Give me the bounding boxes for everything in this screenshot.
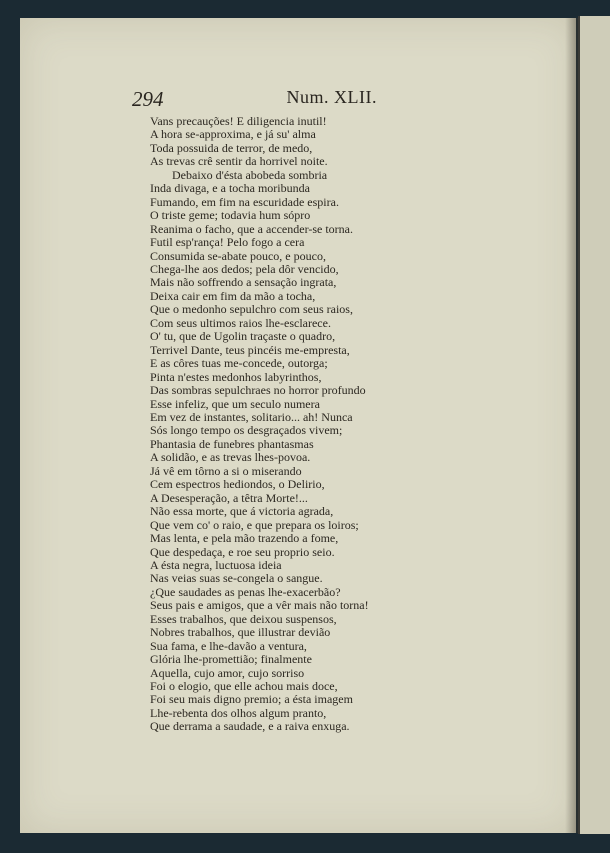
poem-line: Phantasia de funebres phantasmas — [150, 436, 314, 451]
poem-line: Consumida se-abate pouco, e pouco, — [150, 248, 326, 263]
poem-line: Sós longo tempo os desgraçados vivem; — [150, 423, 343, 438]
poem-line: Reanima o facho, que a accender-se torna. — [150, 221, 353, 236]
poem-line: Debaixo d'ésta abobeda sombria — [172, 167, 328, 182]
poem-line: Chega-lhe aos dedos; pela dôr vencido, — [150, 261, 339, 276]
poem-line: Inda divaga, e a tocha moribunda — [150, 181, 310, 196]
poem-line: Toda possuida de terror, de medo, — [150, 140, 313, 155]
poem-line: Já vê em tôrno a si o miserando — [150, 463, 302, 478]
poem-line: Sua fama, e lhe-davão a ventura, — [150, 638, 307, 653]
poem-line: Glória lhe-promettião; finalmente — [150, 652, 312, 667]
poem-line: ¿Que saudades as penas lhe-exacerbão? — [150, 584, 341, 599]
poem-line: Não essa morte, que á victoria agrada, — [150, 504, 334, 519]
binding-shadow — [565, 18, 578, 833]
poem-line: Das sombras sepulchraes no horror profundo — [150, 383, 366, 398]
poem-line: Nobres trabalhos, que illustrar devião — [150, 625, 331, 640]
poem-line: Esse infeliz, que um seculo numera — [150, 396, 320, 411]
poem-line: Mais não soffrendo a sensação ingrata, — [150, 275, 337, 290]
poem-line: Com seus ultimos raios lhe-esclarece. — [150, 315, 331, 330]
poem-line: A ésta negra, luctuosa ideia — [150, 557, 282, 572]
poem-line: Foi seu mais digno premio; a ésta imagem — [150, 692, 353, 707]
poem-line: A hora se-approxima, e já su' alma — [150, 127, 316, 142]
poem-line: Vans precauções! E diligencia inutil! — [150, 114, 327, 128]
poem-line: Pinta n'estes medonhos labyrinthos, — [150, 369, 322, 384]
poem-line: Esses trabalhos, que deixou suspensos, — [150, 611, 337, 626]
page-header — [132, 87, 377, 111]
poem-line: Nas veias suas se-congela o sangue. — [150, 571, 323, 586]
poem-line: Deixa cair em fim da mão a tocha, — [150, 288, 316, 303]
poem-line: Fumando, em fim na escuridade espira. — [150, 194, 339, 209]
section-title: Num. XLII. — [286, 87, 377, 107]
poem-line: Em vez de instantes, solitario... ah! Nunca — [150, 409, 353, 424]
poem-line: Futil esp'rança! Pelo fogo a cera — [150, 235, 305, 250]
poem-line: Cem espectros hediondos, o Delirio, — [150, 477, 325, 492]
poem-line: Mas lenta, e pela mão trazendo a fome, — [150, 531, 339, 546]
poem-text — [150, 115, 430, 734]
poem-line: O triste geme; todavia hum sópro — [150, 208, 311, 223]
poem-line: Lhe-rebenta dos olhos algum pranto, — [150, 705, 327, 720]
facing-page-edge — [578, 16, 610, 834]
poem-line: Que o medonho sepulchro com seus raios, — [150, 302, 353, 317]
poem-line: A Desesperação, a têtra Morte!... — [150, 490, 308, 505]
poem-line: Terrivel Dante, teus pincéis me-empresta, — [150, 342, 350, 357]
poem-line: O' tu, que de Ugolin traçaste o quadro, — [150, 329, 336, 344]
poem-line: Que despedaça, e roe seu proprio seio. — [150, 544, 335, 559]
poem-line: As trevas crê sentir da horrivel noite. — [150, 154, 328, 169]
page-number: 294 — [132, 87, 164, 111]
poem-line: Foi o elogio, que elle achou mais doce, — [150, 679, 338, 694]
poem-line: Aquella, cujo amor, cujo sorriso — [150, 665, 305, 680]
poem-line: Que vem co' o raio, e que prepara os loiros; — [150, 517, 359, 532]
poem-line: E as côres tuas me-concede, outorga; — [150, 356, 328, 371]
poem-line: Que derrama a saudade, e a raiva enxuga. — [150, 719, 350, 734]
poem-line: Seus pais e amigos, que a vêr mais não torna! — [150, 598, 369, 613]
poem-line: A solidão, e as trevas lhes-povoa. — [150, 450, 311, 465]
